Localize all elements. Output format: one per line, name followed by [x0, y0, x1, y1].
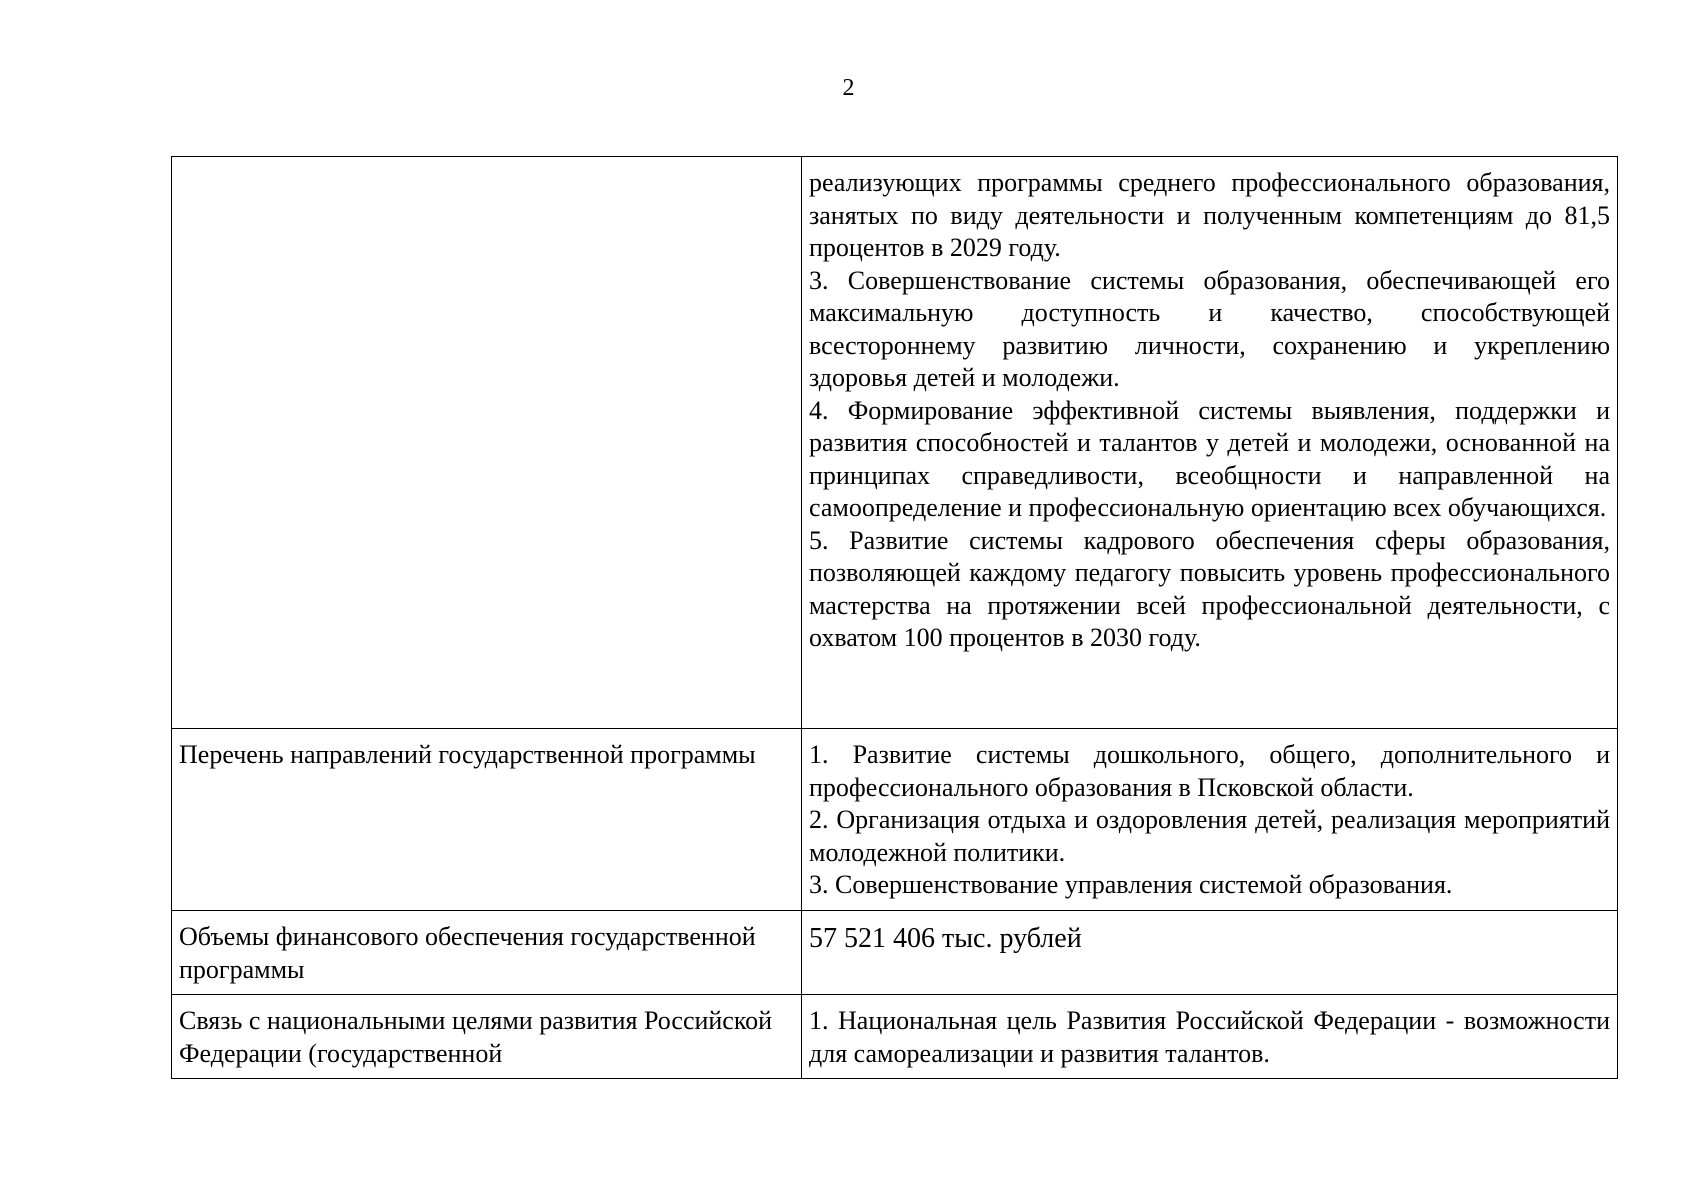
table-row: [172, 911, 1618, 995]
goal-item-3: 3. Совершенствование системы образования, обеспечивающей его максимальную доступность и качество, способствующей всестороннему развитию личности, сохранению и укреплению здоровья детей и молодежи.: [809, 265, 1610, 392]
goal-item-4: 4. Формирование эффективной системы выявления, поддержки и развития способностей и талантов у детей и молодежи, основанной на принципах справедливости, всеобщности и направленной на самоопределение и профессиональную ориентацию всех обучающихся.: [809, 395, 1610, 522]
row-label-cell: Объемы финансового обеспечения государственной программы: [172, 911, 802, 995]
program-passport-table: [171, 156, 1618, 1079]
national-goal-item-1: 1. Национальная цель Развития Российской Федерации - возможности для самореализации и развития талантов.: [809, 1006, 1610, 1068]
direction-item-2: 2. Организация отдыха и оздоровления детей, реализация мероприятий молодежной политики.: [809, 805, 1610, 867]
goal-continuation-paragraph: реализующих программы среднего профессионального образования, занятых по виду деятельности и полученным компетенциям до 81,5 процентов в 2029 году.: [809, 168, 1610, 262]
table-row: [172, 157, 1618, 729]
table-row: [172, 729, 1618, 911]
row-value-cell: [802, 729, 1618, 911]
goal-item-5: 5. Развитие системы кадрового обеспечения сферы образования, позволяющей каждому педагогу повысить уровень профессионального мастерства на протяжении всей профессиональной деятельности, с охватом 100 процентов в 2030 году.: [809, 525, 1610, 652]
row-label-cell: [172, 157, 802, 729]
funding-amount: 57 521 406 тыс. рублей: [809, 923, 1082, 954]
direction-item-3: 3. Совершенствование управления системой образования.: [809, 870, 1453, 899]
row-value-cell: [802, 911, 1618, 995]
direction-item-1: 1. Развитие системы дошкольного, общего, дополнительного и профессионального образования в Псковской области.: [809, 740, 1610, 802]
page-number: 2: [842, 75, 855, 101]
row-value-cell: [802, 995, 1618, 1079]
row-value-cell: [802, 157, 1618, 729]
table-row: [172, 995, 1618, 1079]
row-label-cell: Связь с национальными целями развития Российской Федерации (государственной: [172, 995, 802, 1079]
row-label-cell: Перечень направлений государственной программы: [172, 729, 802, 911]
